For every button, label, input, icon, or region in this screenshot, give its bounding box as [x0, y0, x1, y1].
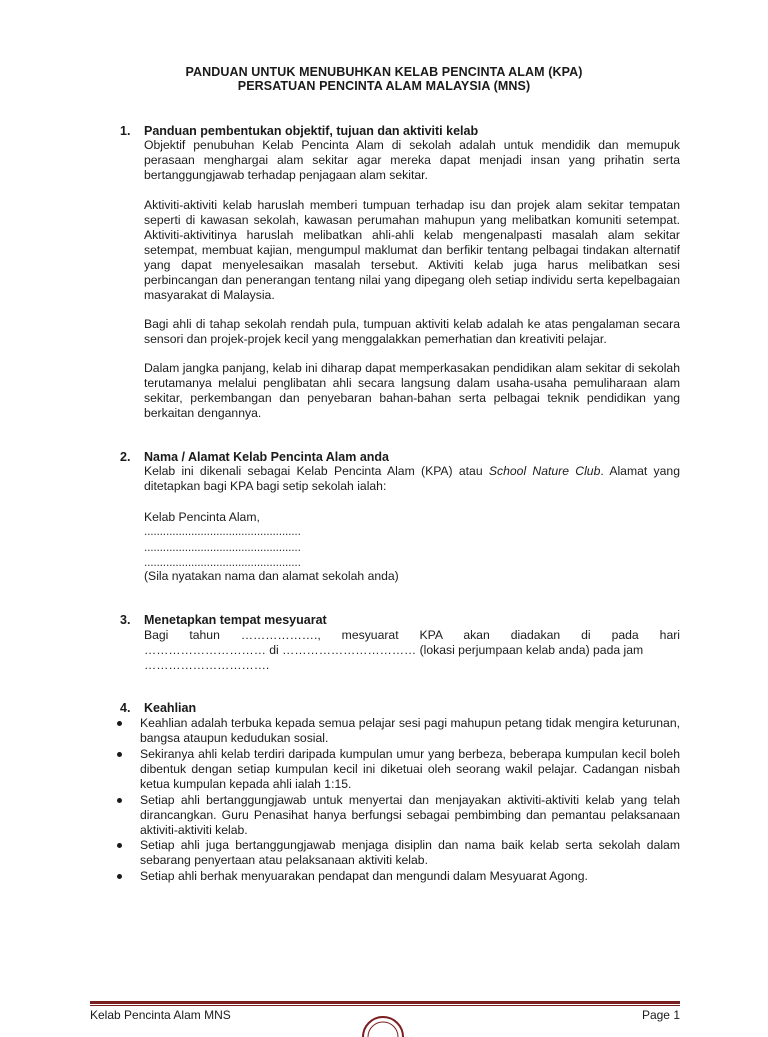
document-title-line1: PANDUAN UNTUK MENUBUHKAN KELAB PENCINTA ALAM (KPA) — [185, 65, 583, 79]
page-number: Page 1 — [641, 1008, 680, 1022]
section-title: Panduan pembentukan objektif, tujuan dan aktiviti kelab — [144, 124, 479, 138]
section-1-paragraph-2 — [144, 198, 680, 303]
paragraph-text: Kelab ini dikenali sebagai Kelab Pencinta Alam (KPA) atau — [144, 464, 489, 478]
bullet-icon — [117, 874, 122, 879]
section-number: 4. — [120, 701, 131, 715]
address-blank-line-3: .................................................. — [144, 555, 301, 569]
address-blank-line-1: .................................................. — [144, 524, 301, 538]
list-item-text: Setiap ahli bertanggungjawab untuk menyertai dan menjayakan aktiviti-aktiviti kelab yang telah dirancangkan. Guru Penasihat hanya berfungsi sebagai pembimbing dan pemantau pelaksanaan aktiviti-aktiviti kelab. — [140, 793, 680, 837]
section-number: 1. — [120, 124, 131, 138]
section-2-paragraph — [144, 464, 680, 494]
meeting-line-3: …………………………. — [144, 658, 270, 672]
footer-divider-thin — [90, 1005, 680, 1006]
section-number: 2. — [120, 450, 131, 464]
section-title: Keahlian — [144, 701, 197, 715]
paragraph-text: Bagi ahli di tahap sekolah rendah pula, tumpuan aktiviti kelab adalah ke atas pengalaman secara sensori dan projek-projek kecil yang menggalakkan pemerhatian dan kreativiti pelajar. — [144, 317, 680, 346]
bullet-icon — [117, 752, 122, 757]
address-blank-line-2: .................................................. — [144, 540, 301, 554]
bullet-icon — [117, 843, 122, 848]
section-1-paragraph-1 — [144, 138, 680, 183]
footer-divider — [90, 1001, 680, 1004]
list-item-text: Setiap ahli juga bertanggungjawab menjaga disiplin dan nama baik kelab serta sekolah dalam sebarang penyertaan atau pelaksanaan aktiviti kelab. — [140, 838, 680, 867]
meeting-line-1: Bagi tahun ………………., mesyuarat KPA akan diadakan di pada hari — [144, 628, 680, 642]
document-title-line2: PERSATUAN PENCINTA ALAM MALAYSIA (MNS) — [237, 79, 531, 93]
paragraph-text: . Alamat yang ditetapkan bagi KPA bagi setip sekolah ialah: — [144, 464, 680, 493]
footer-label: Kelab Pencinta Alam MNS — [90, 1008, 231, 1022]
mns-logo-icon — [360, 1013, 406, 1037]
section-1-paragraph-4 — [144, 361, 680, 421]
club-address-label: Kelab Pencinta Alam, — [144, 510, 260, 524]
paragraph-text: Dalam jangka panjang, kelab ini diharap dapat memperkasakan pendidikan alam sekitar di sekolah terutamanya melalui penglibatan ahli secara langsung dalam usaha-usaha pemuliharaan alam sekitar, perkembangan dan penyebaran bahan-bahan serta pelbagai teknik pendidikan yang berkaitan dengannya. — [144, 361, 680, 420]
section-1-paragraph-3 — [144, 317, 680, 347]
paragraph-text: Objektif penubuhan Kelab Pencinta Alam di sekolah adalah untuk mendidik dan memupuk perasaan menghargai alam sekitar agar mereka dapat menjadi insan yang prihatin serta bertanggungjawab terhadap penjagaan alam sekitar. — [144, 138, 680, 182]
list-item-text: Setiap ahli berhak menyuarakan pendapat dan mengundi dalam Mesyuarat Agong. — [140, 869, 588, 883]
meeting-line-2: ………………………… di …………………………… (lokasi perjumpaan kelab anda) pada jam — [144, 643, 644, 657]
bullet-icon — [117, 721, 122, 726]
section-number: 3. — [120, 613, 131, 627]
paragraph-text: Aktiviti-aktiviti kelab haruslah memberi tumpuan terhadap isu dan projek alam sekitar tempatan seperti di kawasan sekolah, kawasan perumahan mahupun yang melibatkan komuniti setempat. Aktiviti-aktivitinya haruslah melibatkan ahli-ahli kelab mengenalpasti masalah alam sekitar setempat, membuat kajian, mengumpul maklumat dan berfikir tentang pelbagai tindakan alternatif yang dapat menyelesaikan masalah tersebut. Aktiviti kelab juga harus melibatkan sesi perbincangan dan penerangan tentang nilai yang dipegang oleh setiap individu serta kepelbagaian masyarakat di Malaysia. — [144, 198, 680, 302]
list-item-text: Sekiranya ahli kelab terdiri daripada kumpulan umur yang berbeza, beberapa kumpulan kecil boleh dibentuk dengan setiap kumpulan kecil ini diketuai oleh seorang wakil pelajar. Cadangan nisbah ketua kumpulan kepada ahli ialah 1:15. — [140, 747, 680, 791]
section-title: Menetapkan tempat mesyuarat — [144, 613, 327, 627]
section-title: Nama / Alamat Kelab Pencinta Alam anda — [144, 450, 389, 464]
bullet-icon — [117, 798, 122, 803]
list-item-text: Keahlian adalah terbuka kepada semua pelajar sesi pagi mahupun petang tidak mengira keturunan, bangsa ataupun kedudukan sosial. — [140, 716, 680, 745]
italic-term: School Nature Club — [488, 464, 601, 478]
address-note: (Sila nyatakan nama dan alamat sekolah anda) — [144, 569, 399, 583]
